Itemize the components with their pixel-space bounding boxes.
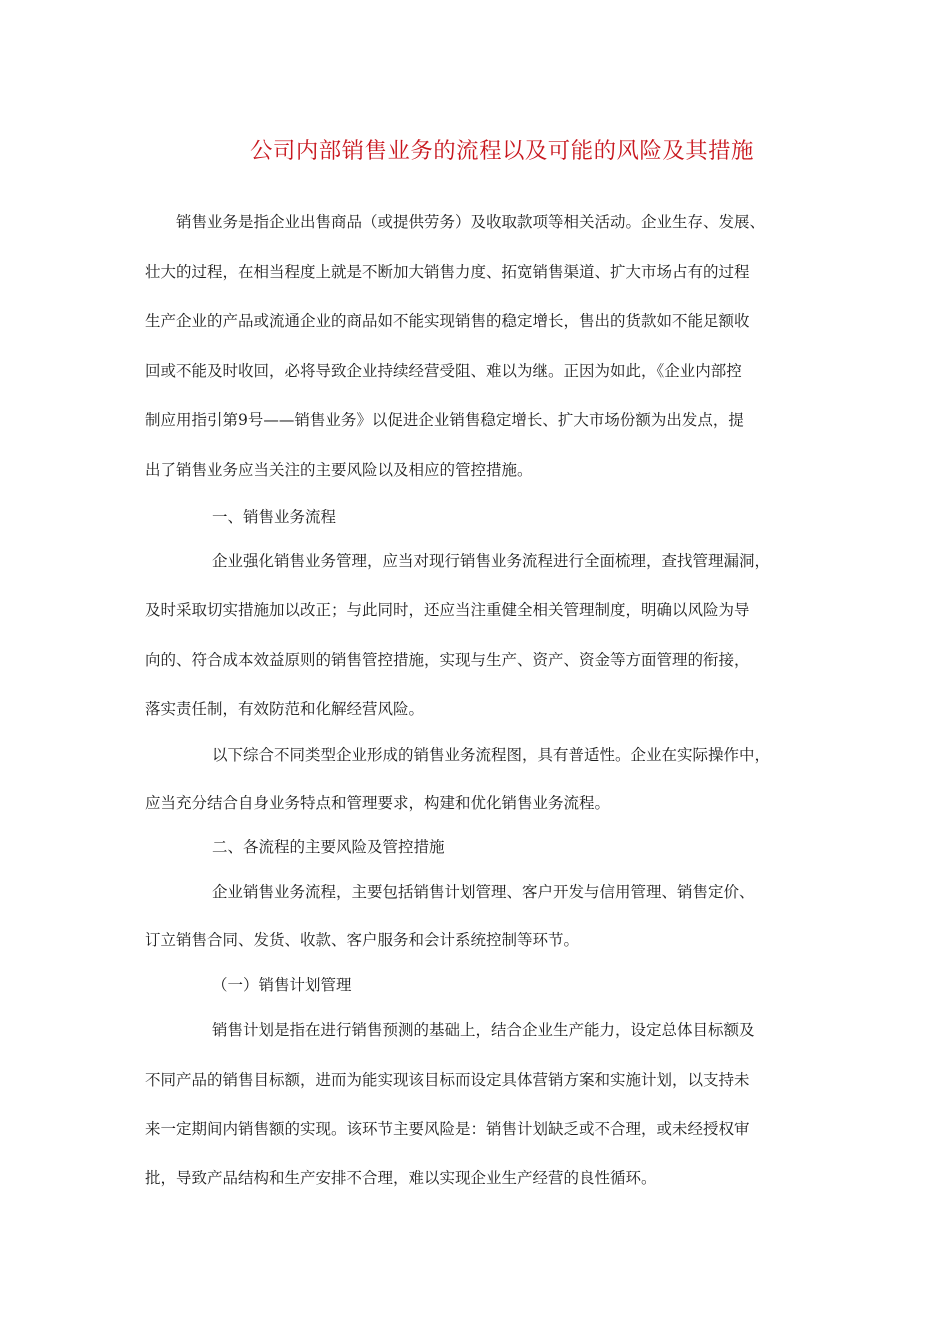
section-heading: 一、销售业务流程 bbox=[212, 508, 337, 526]
paragraph-line: 回或不能及时收回，必将导致企业持续经营受阻、难以为继。正因为如此，《企业内部控 bbox=[145, 362, 742, 380]
section-heading: 二、各流程的主要风险及管控措施 bbox=[212, 838, 445, 856]
subsection-heading: （一）销售计划管理 bbox=[212, 976, 352, 994]
paragraph-line: 生产企业的产品或流通企业的商品如不能实现销售的稳定增长，售出的货款如不能足额收 bbox=[145, 312, 750, 330]
paragraph-line: 批，导致产品结构和生产安排不合理，难以实现企业生产经营的良性循环。 bbox=[145, 1169, 657, 1187]
paragraph-line: 制应用指引第9号——销售业务》以促进企业销售稳定增长、扩大市场份额为出发点，提 bbox=[145, 411, 744, 429]
paragraph-line: 向的、符合成本效益原则的销售管控措施，实现与生产、资产、资金等方面管理的衔接， bbox=[145, 651, 750, 669]
paragraph-line: 来一定期间内销售额的实现。该环节主要风险是：销售计划缺乏或不合理，或未经授权审 bbox=[145, 1120, 750, 1138]
paragraph-line: 以下综合不同类型企业形成的销售业务流程图，具有普适性。企业在实际操作中， bbox=[212, 746, 771, 764]
paragraph-line: 销售业务是指企业出售商品（或提供劳务）及收取款项等相关活动。企业生存、发展、 bbox=[176, 213, 766, 231]
paragraph-line: 企业销售业务流程，主要包括销售计划管理、客户开发与信用管理、销售定价、 bbox=[212, 883, 755, 901]
paragraph-line: 出了销售业务应当关注的主要风险以及相应的管控措施。 bbox=[145, 461, 533, 479]
paragraph-line: 企业强化销售业务管理，应当对现行销售业务流程进行全面梳理，查找管理漏洞， bbox=[212, 552, 771, 570]
paragraph-line: 应当充分结合自身业务特点和管理要求，构建和优化销售业务流程。 bbox=[145, 794, 611, 812]
paragraph-line: 壮大的过程，在相当程度上就是不断加大销售力度、拓宽销售渠道、扩大市场占有的过程 bbox=[145, 263, 750, 281]
paragraph-line: 及时采取切实措施加以改正；与此同时，还应当注重健全相关管理制度，明确以风险为导 bbox=[145, 601, 750, 619]
paragraph-line: 落实责任制，有效防范和化解经营风险。 bbox=[145, 700, 425, 718]
paragraph-line: 销售计划是指在进行销售预测的基础上，结合企业生产能力，设定总体目标额及 bbox=[212, 1021, 755, 1039]
paragraph-line: 不同产品的销售目标额，进而为能实现该目标而设定具体营销方案和实施计划，以支持未 bbox=[145, 1071, 750, 1089]
document-title: 公司内部销售业务的流程以及可能的风险及其措施 bbox=[250, 138, 754, 164]
paragraph-line: 订立销售合同、发货、收款、客户服务和会计系统控制等环节。 bbox=[145, 931, 580, 949]
